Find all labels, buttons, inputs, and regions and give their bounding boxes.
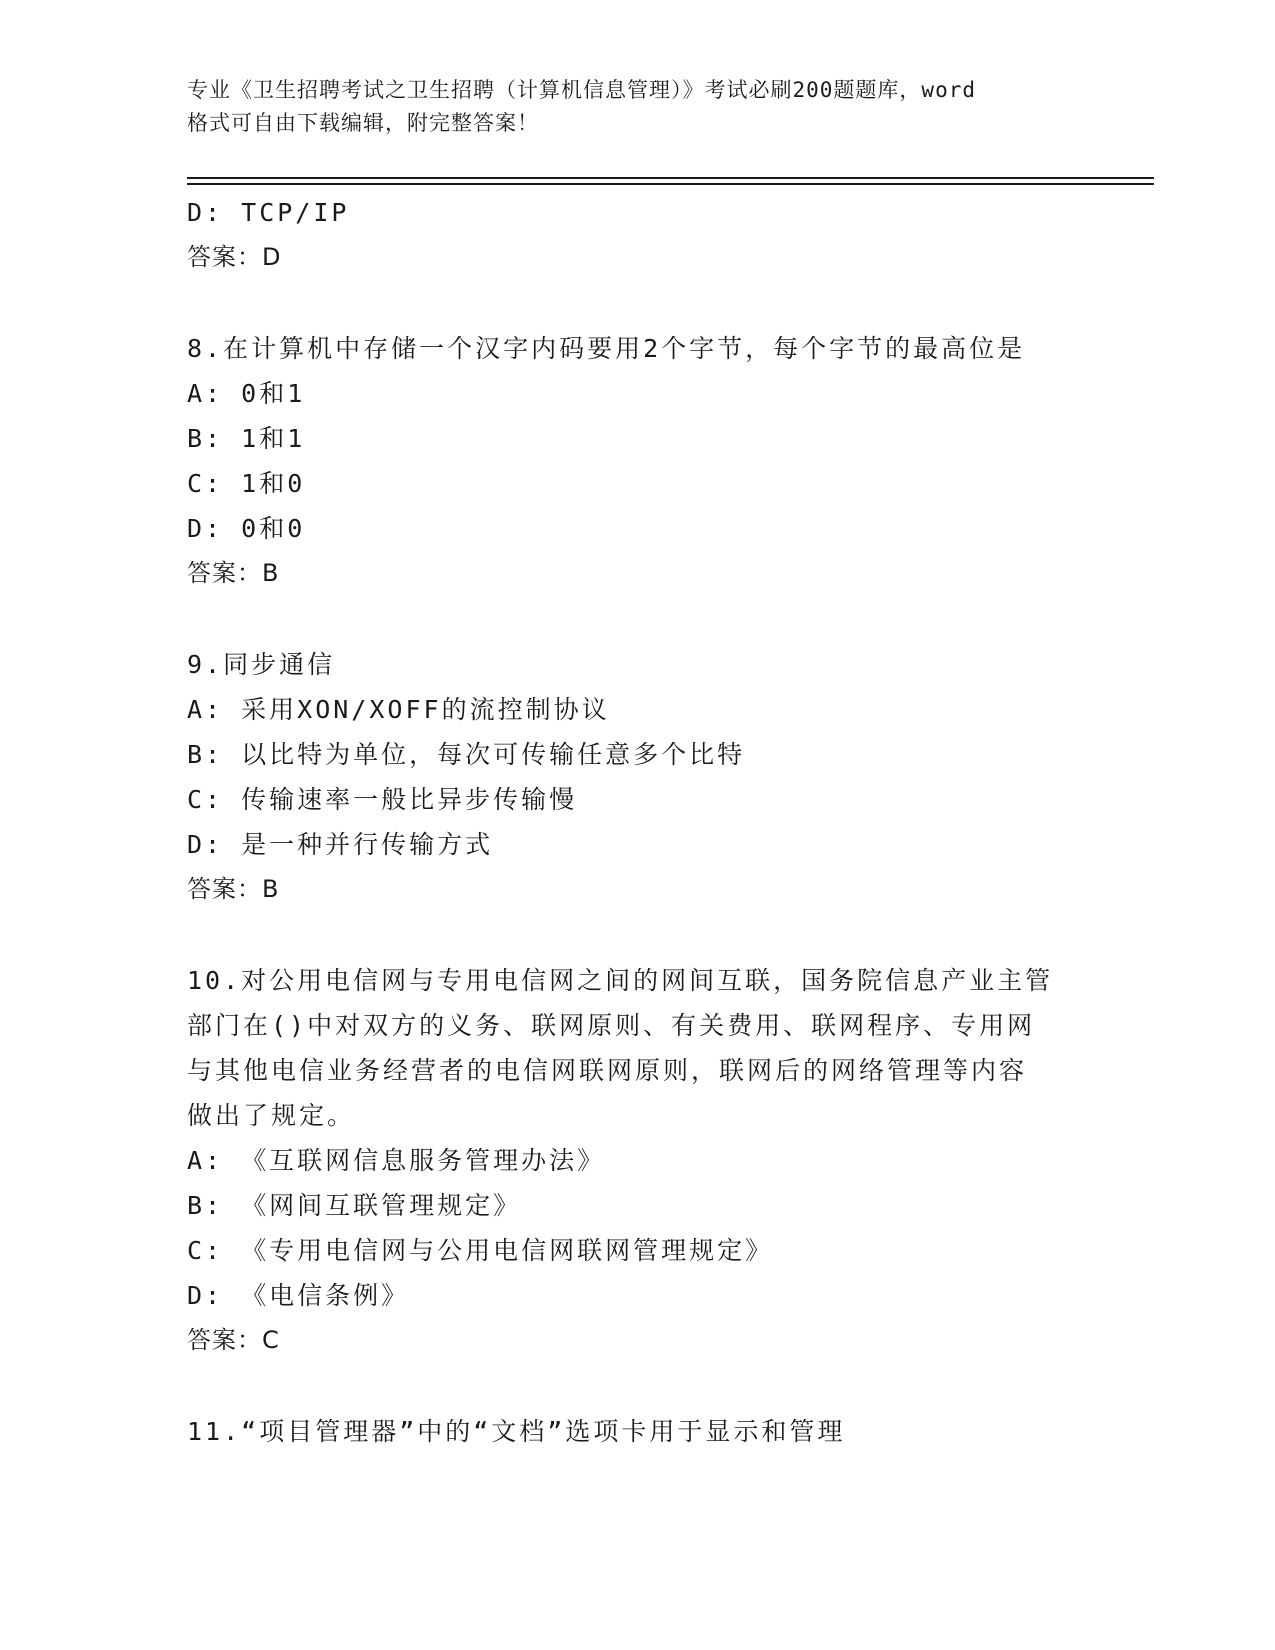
option-a: A: 采用XON/XOFF的流控制协议 [187,695,610,724]
option-d: D: 《电信条例》 [187,1281,410,1310]
question-8 [187,326,1087,596]
answer-label: 答案：B [187,559,280,587]
question-stem-line-2: 部门在()中对双方的义务、联网原则、有关费用、联网程序、专用网 [187,1011,1036,1040]
question-10 [187,958,1087,1363]
answer-label: 答案：D [187,243,282,271]
question-list [187,190,1087,1454]
header-title-line1: 专业《卫生招聘考试之卫生招聘（计算机信息管理）》考试必刷200题题库，word [187,78,976,102]
option-a: A: 《互联网信息服务管理办法》 [187,1146,606,1175]
question-stem: 8.在计算机中存储一个汉字内码要用2个字节，每个字节的最高位是 [187,334,1026,363]
header-title-line2: 格式可自由下载编辑，附完整答案！ [187,111,539,135]
question-stem-line-4: 做出了规定。 [187,1101,356,1130]
question-11 [187,1409,1087,1454]
option-a: A: 0和1 [187,379,306,408]
question-stem: 9.同步通信 [187,650,336,679]
option-c: C: 《专用电信网与公用电信网联网管理规定》 [187,1236,774,1265]
option-b: B: 《网间互联管理规定》 [187,1191,522,1220]
header-divider-bottom [187,183,1154,185]
option-b: B: 以比特为单位，每次可传输任意多个比特 [187,740,746,769]
answer-label: 答案：B [187,875,280,903]
question-9 [187,642,1087,912]
option-c: C: 传输速率一般比异步传输慢 [187,785,578,814]
option-d: D: 是一种并行传输方式 [187,830,494,859]
question-7 [187,190,1087,280]
question-stem-line-3: 与其他电信业务经营者的电信网联网原则，联网后的网络管理等内容 [187,1056,1028,1085]
answer-label: 答案：C [187,1326,280,1354]
header-divider-top [187,177,1154,179]
option-d: D: TCP/IP [187,198,350,227]
option-d: D: 0和0 [187,514,306,543]
document-header [187,74,1087,140]
question-stem: 11.“项目管理器”中的“文档”选项卡用于显示和管理 [187,1417,846,1446]
option-b: B: 1和1 [187,424,306,453]
question-stem-line-1: 10.对公用电信网与专用电信网之间的网间互联，国务院信息产业主管 [187,966,1054,995]
option-c: C: 1和0 [187,469,306,498]
